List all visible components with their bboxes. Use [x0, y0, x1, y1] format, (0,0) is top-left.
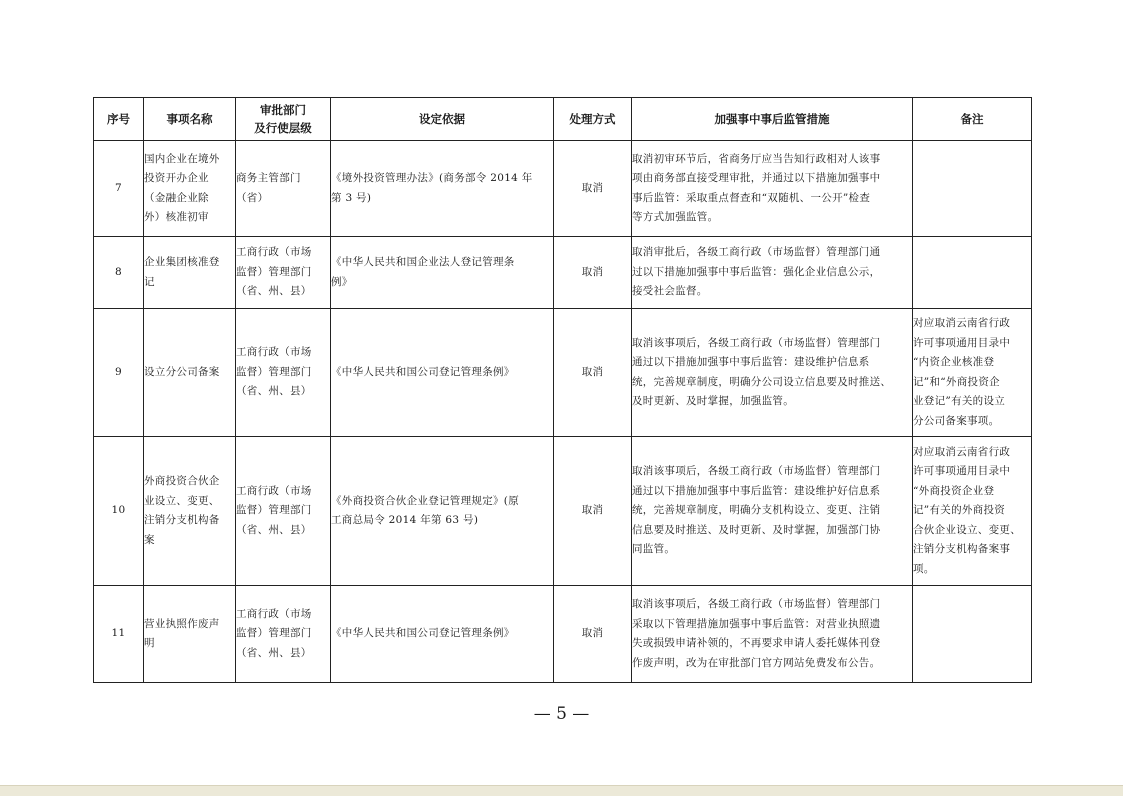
page-bottom-edge	[0, 785, 1123, 796]
table-header-row	[94, 98, 1032, 141]
header-basis: 设定依据	[331, 98, 554, 141]
page-number: — 5 —	[533, 704, 590, 724]
cell-no: 11	[94, 586, 144, 683]
cell-mode: 取消	[554, 437, 632, 586]
cell-dept: 工商行政（市场 监督）管理部门 （省、州、县）	[236, 437, 331, 586]
cell-basis: 《中华人民共和国公司登记管理条例》	[331, 309, 554, 437]
cell-measure: 取消审批后，各级工商行政（市场监督）管理部门通 过以下措施加强事中事后监管：强化企业信息公示， 接受社会监督。	[632, 237, 913, 309]
cell-dept: 工商行政（市场 监督）管理部门 （省、州、县）	[236, 237, 331, 309]
cell-no: 8	[94, 237, 144, 309]
header-no: 序号	[94, 98, 144, 141]
cell-item-name: 国内企业在境外 投资开办企业 （金融企业除 外）核准初审	[144, 141, 236, 237]
cell-measure: 取消该事项后，各级工商行政（市场监督）管理部门 通过以下措施加强事中事后监管：建设维护好信息系 统，完善规章制度，明确分支机构设立、变更、注销 信息要及时推送、及时更新、及时掌握，加强部门协 同监管。	[632, 437, 913, 586]
cell-mode: 取消	[554, 309, 632, 437]
header-note: 备注	[913, 98, 1032, 141]
cell-no: 10	[94, 437, 144, 586]
cell-note	[913, 586, 1032, 683]
cell-item-name: 营业执照作废声 明	[144, 586, 236, 683]
table-row	[94, 237, 1032, 309]
cell-no: 9	[94, 309, 144, 437]
header-mode: 处理方式	[554, 98, 632, 141]
table-row	[94, 586, 1032, 683]
cell-basis: 《中华人民共和国公司登记管理条例》	[331, 586, 554, 683]
cell-dept: 工商行政（市场 监督）管理部门 （省、州、县）	[236, 309, 331, 437]
cell-dept: 工商行政（市场 监督）管理部门 （省、州、县）	[236, 586, 331, 683]
header-name: 事项名称	[144, 98, 236, 141]
cell-item-name: 设立分公司备案	[144, 309, 236, 437]
cell-dept: 商务主管部门 （省）	[236, 141, 331, 237]
cell-basis: 《境外投资管理办法》(商务部令 2014 年 第 3 号)	[331, 141, 554, 237]
cell-note: 对应取消云南省行政 许可事项通用目录中 “内资企业核准登 记”和“外商投资企 业登记”有关的设立 分公司备案事项。	[913, 309, 1032, 437]
cell-no: 7	[94, 141, 144, 237]
cell-mode: 取消	[554, 586, 632, 683]
approval-items-table	[93, 97, 1032, 683]
cell-note: 对应取消云南省行政 许可事项通用目录中 “外商投资企业登 记”有关的外商投资 合伙企业设立、变更、 注销分支机构备案事 项。	[913, 437, 1032, 586]
header-dept: 审批部门 及行使层级	[236, 98, 331, 141]
cell-item-name: 外商投资合伙企 业设立、变更、 注销分支机构备 案	[144, 437, 236, 586]
cell-note	[913, 141, 1032, 237]
cell-mode: 取消	[554, 141, 632, 237]
table-row	[94, 141, 1032, 237]
cell-basis: 《外商投资合伙企业登记管理规定》(原 工商总局令 2014 年第 63 号)	[331, 437, 554, 586]
cell-note	[913, 237, 1032, 309]
cell-basis: 《中华人民共和国企业法人登记管理条 例》	[331, 237, 554, 309]
cell-mode: 取消	[554, 237, 632, 309]
table-row	[94, 309, 1032, 437]
header-measure: 加强事中事后监管措施	[632, 98, 913, 141]
table-row	[94, 437, 1032, 586]
cell-item-name: 企业集团核准登 记	[144, 237, 236, 309]
cell-measure: 取消该事项后，各级工商行政（市场监督）管理部门 通过以下措施加强事中事后监管：建设维护信息系 统，完善规章制度，明确分公司设立信息要及时推送、 及时更新、及时掌握，加强监管。	[632, 309, 913, 437]
cell-measure: 取消初审环节后，省商务厅应当告知行政相对人该事 项由商务部直接受理审批，并通过以下措施加强事中 事后监管：采取重点督查和“双随机、一公开”检查 等方式加强监管。	[632, 141, 913, 237]
cell-measure: 取消该事项后，各级工商行政（市场监督）管理部门 采取以下管理措施加强事中事后监管：对营业执照遗 失或损毁申请补领的，不再要求申请人委托媒体刊登 作废声明，改为在审批部门官方网站免费发布公告。	[632, 586, 913, 683]
